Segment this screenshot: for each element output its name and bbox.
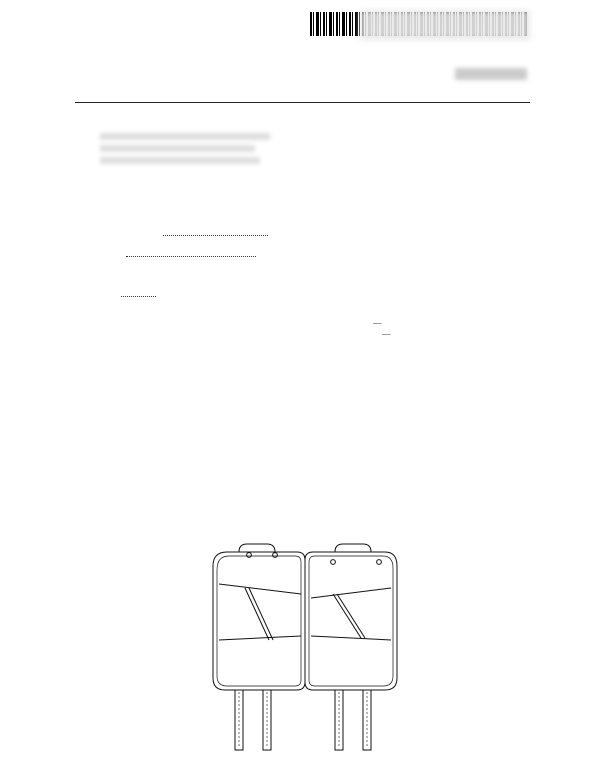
primary-examiner-dash: — bbox=[373, 317, 382, 327]
loc-leader bbox=[163, 229, 268, 236]
right-pad-inner-seam bbox=[309, 556, 393, 686]
left-pad-snap-2 bbox=[273, 553, 278, 558]
left-pad-panel-line-2 bbox=[219, 636, 301, 640]
header-rule bbox=[75, 102, 530, 103]
right-pad-diagonal-1 bbox=[333, 594, 361, 638]
right-pad-panel-line-2 bbox=[311, 636, 391, 640]
uscl-leader bbox=[126, 250, 256, 257]
patent-no-redaction bbox=[455, 68, 527, 80]
applicant-redaction-3 bbox=[100, 157, 260, 164]
left-pad-inner-seam bbox=[217, 556, 301, 686]
right-pad-snap-2 bbox=[377, 560, 382, 565]
right-pad-top-tab bbox=[335, 544, 371, 552]
left-pad-top-tab bbox=[239, 544, 275, 552]
cpc-leader bbox=[121, 290, 156, 297]
applicant-redaction-2 bbox=[100, 145, 255, 152]
castor-oil-pack-drawing bbox=[205, 540, 405, 756]
right-pad-snap-1 bbox=[331, 560, 336, 565]
right-pad-diagonal-2 bbox=[337, 594, 365, 638]
applicant-redaction-1 bbox=[100, 133, 270, 140]
right-pad-panel-line-1 bbox=[311, 588, 391, 598]
assistant-examiner-dash: — bbox=[382, 328, 391, 338]
left-pad-outline bbox=[213, 552, 305, 690]
left-pad-panel-line-1 bbox=[219, 584, 301, 594]
left-pad-snap-1 bbox=[247, 553, 252, 558]
barcode-redaction bbox=[360, 10, 530, 40]
left-pad-diagonal-2 bbox=[249, 588, 273, 640]
left-pad-diagonal-1 bbox=[245, 588, 269, 640]
right-pad-outline bbox=[305, 552, 397, 690]
